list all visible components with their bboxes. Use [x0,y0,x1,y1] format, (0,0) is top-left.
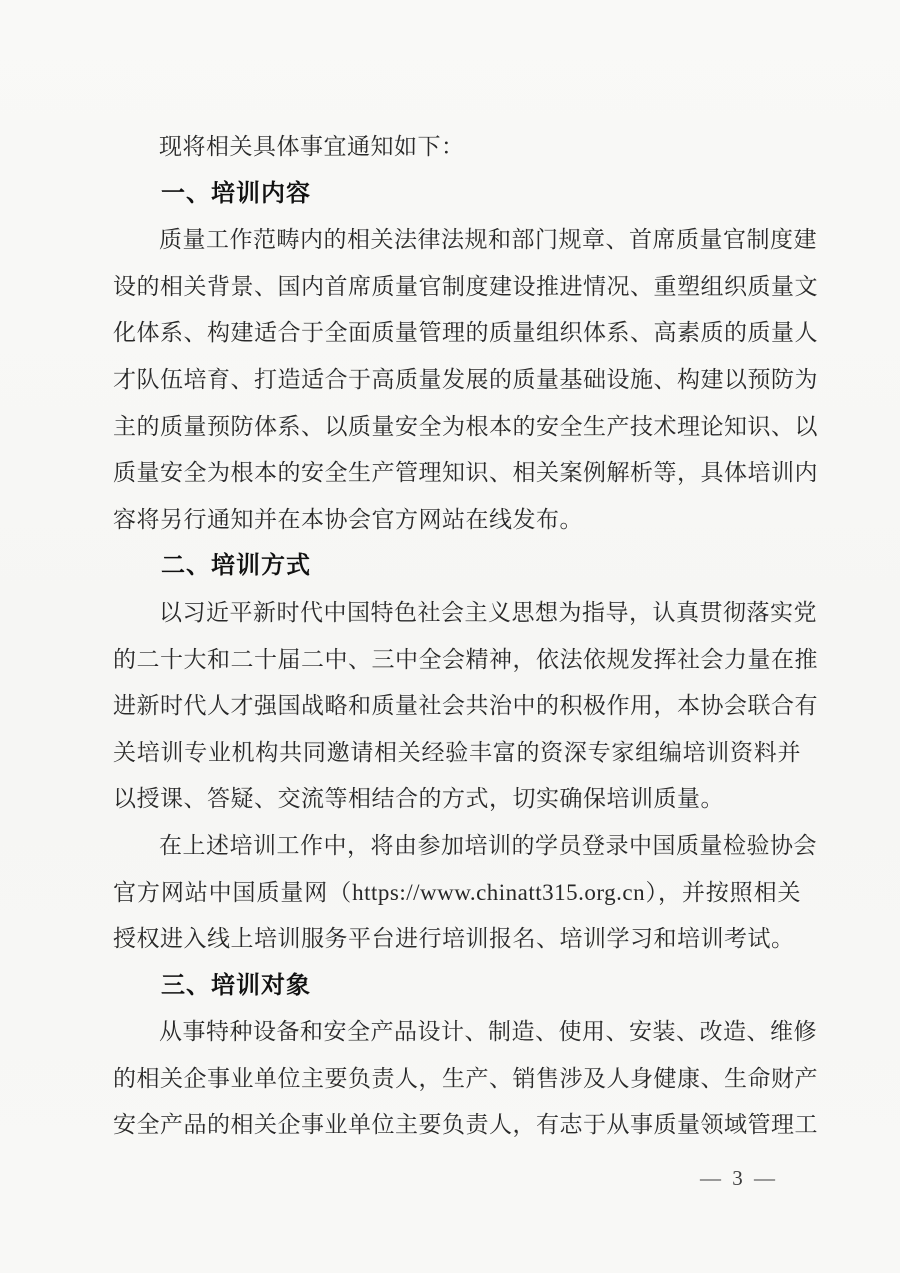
body-line: 设的相关背景、国内首席质量官制度建设推进情况、重塑组织质量文 [113,273,818,299]
section-heading: 一、培训内容 [161,179,311,207]
body-line: 的相关企事业单位主要负责人，生产、销售涉及人身健康、生命财产 [113,1065,818,1091]
body-line: 的二十大和二十届二中、三中全会精神，依法依规发挥社会力量在推 [113,646,818,672]
intro-line: 现将相关具体事宜通知如下： [159,134,465,159]
body-line: 从事特种设备和安全产品设计、制造、使用、安装、改造、维修 [159,1019,817,1045]
section-heading: 二、培训方式 [161,552,311,580]
body-line: 化体系、构建适合于全面质量管理的质量组织体系、高素质的质量人 [113,320,818,346]
body-line: 关培训专业机构共同邀请相关经验丰富的资深专家组编培训资料并 [113,739,801,765]
body-line: 官方网站中国质量网（https://www.chinatt315.org.cn），并按照相关 [113,879,801,905]
body-line: 在上述培训工作中，将由参加培训的学员登录中国质量检验协会 [159,832,817,858]
section-heading: 三、培训对象 [161,971,311,999]
body-line: 才队伍培育、打造适合于高质量发展的质量基础设施、构建以预防为 [113,366,818,392]
body-line: 以授课、答疑、交流等相结合的方式，切实确保培训质量。 [113,786,724,812]
body-line: 安全产品的相关企事业单位主要负责人，有志于从事质量领域管理工 [113,1112,818,1138]
body-line: 质量安全为根本的安全生产管理知识、相关案例解析等，具体培训内 [113,460,818,486]
document-body [113,171,818,1149]
body-line: 授权进入线上培训服务平台进行培训报名、培训学习和培训考试。 [113,926,795,952]
document-content [113,124,818,1149]
body-line: 质量工作范畴内的相关法律法规和部门规章、首席质量官制度建 [159,227,817,253]
body-line: 主的质量预防体系、以质量安全为根本的安全生产技术理论知识、以 [113,413,818,439]
body-line: 进新时代人才强国战略和质量社会共治中的积极作用，本协会联合有 [113,693,818,719]
body-line: 以习近平新时代中国特色社会主义思想为指导，认真贯彻落实党 [159,599,817,625]
page-number: — 3 — [700,1166,778,1190]
body-line: 容将另行通知并在本协会官方网站在线发布。 [113,506,583,532]
